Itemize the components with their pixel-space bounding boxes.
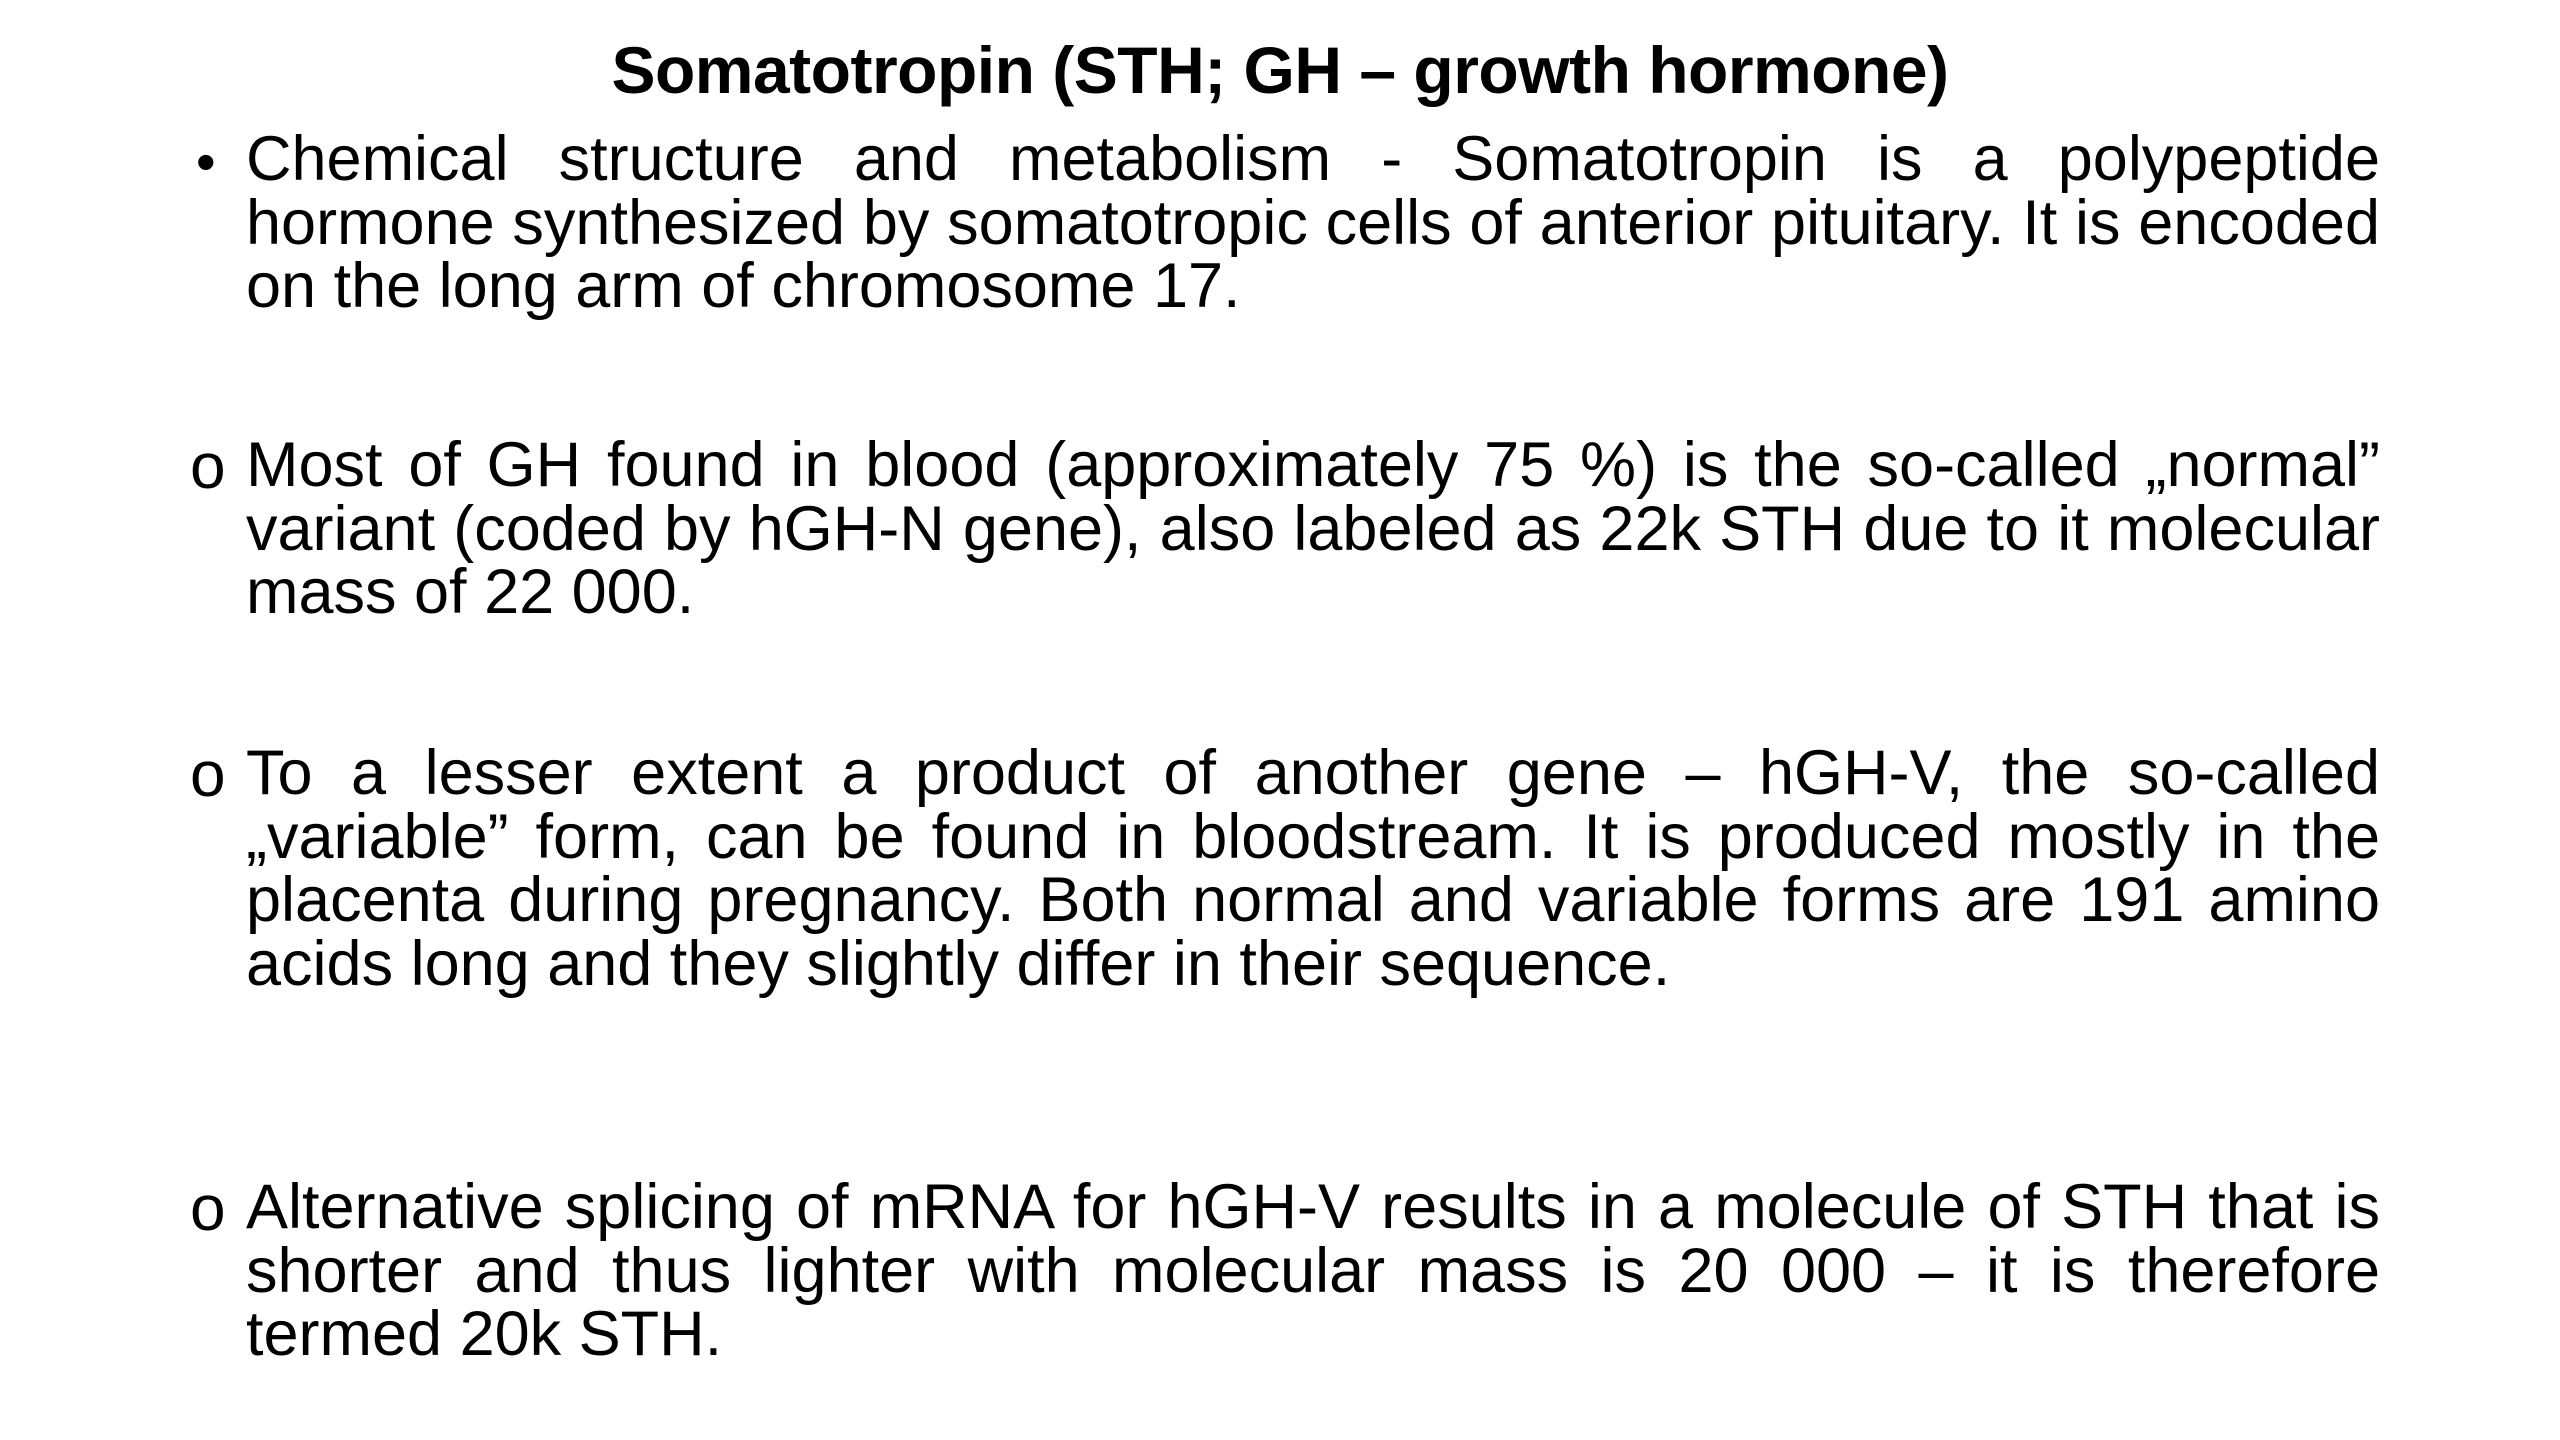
slide-title: Somatotropin (STH; GH – growth hormone)	[611, 33, 1949, 107]
bullet-marker: •	[196, 130, 216, 193]
bullet-item	[190, 124, 2380, 321]
sub-bullet-marker: o	[190, 1172, 226, 1244]
sub-bullet-item	[190, 738, 2380, 999]
sub-bullet-marker: o	[190, 738, 226, 810]
sub-bullet-item	[190, 1172, 2380, 1369]
sub-bullet-text: Alternative splicing of mRNA for hGH-V results in a molecule of STH that is shorter and thus lighter with molecular mass is 20 000 – it is therefore termed 20k STH.	[246, 1172, 2380, 1369]
sub-bullet-item	[190, 430, 2380, 627]
sub-bullet-text: Most of GH found in blood (approximately 75 %) is the so-called „normal” variant (coded by hGH-N gene), also labeled as 22k STH due to it molecular mass of 22 000.	[246, 430, 2380, 627]
sub-bullet-text: To a lesser extent a product of another gene – hGH-V, the so-called „variable” form, can be found in bloodstream. It is produced mostly in the placenta during pregnancy. Both normal and variable forms are 191 amino acids long and they slightly differ in their sequence.	[246, 738, 2380, 999]
sub-bullet-marker: o	[190, 430, 226, 502]
bullet-text: Chemical structure and metabolism - Somatotropin is a polypeptide hormone synthesized by somatotropic cells of anterior pituitary. It is encoded on the long arm of chromosome 17.	[246, 124, 2380, 321]
